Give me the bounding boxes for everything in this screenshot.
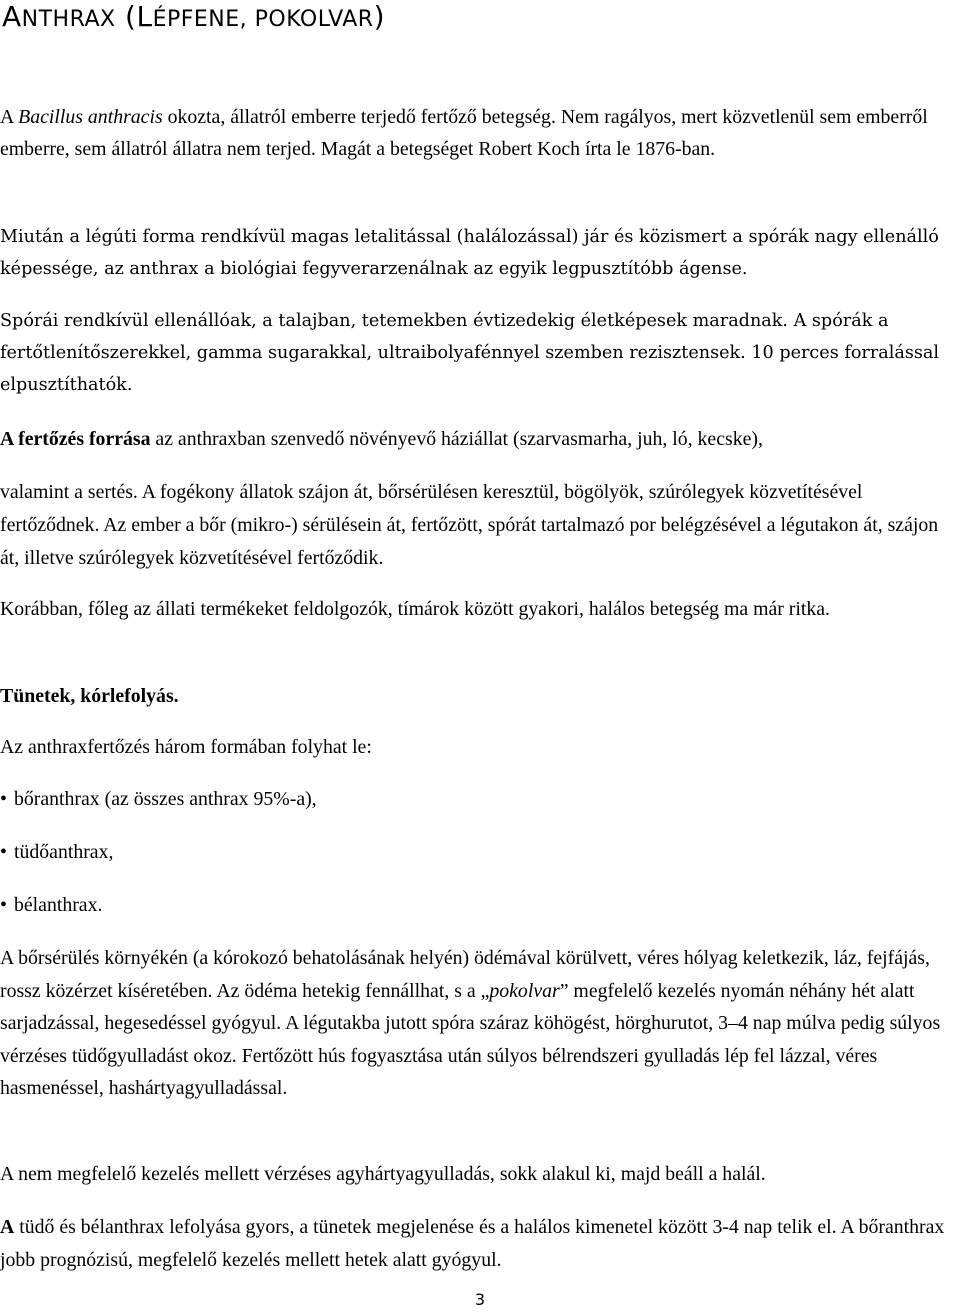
- list-item-text: bőranthrax (az összes anthrax 95%-a),: [14, 788, 317, 810]
- title-paren-open: (L: [115, 0, 153, 33]
- untreated-paragraph: A nem megfelelő kezelés mellett vérzéses agyhártyagyulladás, sokk alakul ki, majd beáll a halál.: [0, 1163, 766, 1185]
- infection-source-text-1: az anthraxban szenvedő növényevő háziállat (szarvasmarha, juh, ló, kecske),: [150, 428, 763, 450]
- title-word: NTHRAX: [21, 7, 116, 32]
- title-initial: A: [2, 0, 22, 33]
- page-title: [2, 0, 385, 33]
- infection-source-heading: A fertőzés forrása: [0, 428, 151, 450]
- history-paragraph: Korábban, főleg az állati termékeket feldolgozók, tímárok között gyakori, halálos betegség ma már ritka.: [0, 598, 830, 620]
- prognosis-initial: A: [0, 1216, 15, 1238]
- forms-intro: Az anthraxfertőzés három formában folyhat le:: [0, 736, 372, 758]
- bullet-icon: •: [0, 788, 7, 810]
- forms-list: [0, 783, 317, 942]
- bioweapon-paragraph: Miután a légúti forma rendkívül magas letalitással (halálozással) jár és közismert a spórák nagy ellenálló képessége, az anthrax a biológiai fegyverarzenálnak az egyik legpusztítóbb ágense.: [0, 227, 939, 280]
- disease-course-text-2: ” megfelelő kezelés nyomán néhány hét alatt sarjadzással, hegesedéssel gyógyul. A légutakba jutott spóra száraz köhögést, hörghurutot, 3–4 nap múlva pedig súlyos vérzéses tüdőgyulladást okoz. Fertőzött hús fogyasztása után súlyos bélrendszeri gyulladás lép fel lázzal, véres hasmenéssel, hashártyagyulladással.: [0, 979, 941, 1100]
- disease-course-text-1: A bőrsérülés környékén (a kórokozó behatolásának helyén) ödémával körülvett, véres hólyag keletkezik, láz, fejfájás, rossz közérzet kíséretében. Az ödéma hetekig fennállhat, s a „: [0, 947, 930, 1002]
- infection-source-paragraph: [0, 423, 955, 575]
- bullet-icon: •: [0, 894, 7, 916]
- prognosis-text: tüdő és bélanthrax lefolyása gyors, a tünetek megjelenése és a halálos kimenetel között 3-4 nap telik el. A bőranthrax jobb prognózisú, megfelelő kezelés mellett hetek alatt gyógyul.: [0, 1216, 945, 1271]
- pokolvar-term: pokolvar: [489, 979, 560, 1002]
- species-name: Bacillus anthracis: [18, 106, 163, 128]
- list-item-text: bélanthrax.: [14, 894, 103, 916]
- title-paren-close: ): [373, 0, 386, 33]
- list-item: [0, 783, 317, 836]
- list-item: [0, 889, 317, 942]
- bullet-icon: •: [0, 841, 7, 863]
- list-item: [0, 836, 317, 889]
- page-number: 3: [474, 1290, 486, 1309]
- infection-source-line1: [0, 423, 955, 456]
- disease-course-paragraph: [0, 942, 955, 1105]
- intro-text-2: okozta, állatról emberre terjedő fertőző betegség. Nem ragályos, mert közvetlenül sem emberről emberre, sem állatról állatra nem terjed. Magát a betegséget Robert Koch írta le 1876-ban.: [0, 106, 928, 161]
- title-synonyms: ÉPFENE, POKOLVAR: [152, 7, 374, 32]
- intro-paragraph: [0, 101, 955, 165]
- spore-paragraph: Spórái rendkívül ellenállóak, a talajban, tetemekben évtizedekig életképesek maradnak. A spórák a fertőtlenítőszerekkel, gamma sugarakkal, ultraibolyafénnyel szemben rezisztensek. 10 perces forralással elpusztíthatók.: [0, 311, 940, 396]
- list-item-text: tüdőanthrax,: [14, 841, 114, 863]
- infection-source-text-2: valamint a sertés. A fogékony állatok szájon át, bőrsérülésen keresztül, bögölyök, szúrólegyek közvetítésével fertőződnek. Az ember a bőr (mikro-) sérülésein át, fertőzött, spórát tartalmazó por belégzésével a légutakon át, szájon át, illetve szúrólegyek közvetítésével fertőződik.: [0, 481, 939, 569]
- prognosis-paragraph: [0, 1211, 955, 1276]
- symptoms-heading: Tünetek, kórlefolyás.: [0, 685, 179, 707]
- intro-text-1: A: [0, 106, 19, 128]
